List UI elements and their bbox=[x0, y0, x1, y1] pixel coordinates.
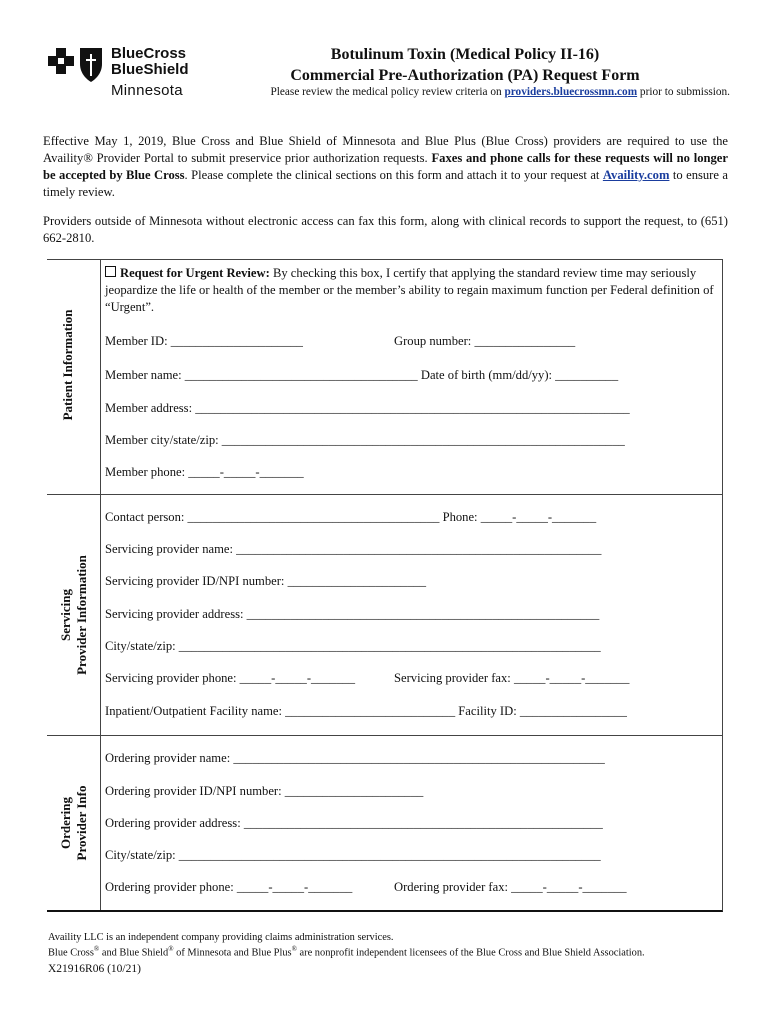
member-city-field[interactable]: Member city/state/zip: ________________________________________________________________ bbox=[105, 433, 625, 447]
ordering-title-1: Ordering bbox=[57, 796, 73, 849]
member-name-field[interactable]: Member name: _____________________________________ Date of birth (mm/dd/yy): __________ bbox=[105, 368, 619, 382]
section-divider-1 bbox=[47, 494, 722, 495]
ordering-title-2: Provider Info bbox=[73, 785, 89, 860]
footer-availity-note: Availity LLC is an independent company providing claims administration services. bbox=[48, 932, 394, 943]
ordering-provider-name-field[interactable]: Ordering provider name: ___________________________________________________________ bbox=[105, 751, 605, 765]
ordering-city-field[interactable]: City/state/zip: ___________________________________________________________________ bbox=[105, 848, 601, 862]
servicing-phone-row bbox=[105, 671, 630, 686]
intro-p1-bold: Faxes and phone calls for these requests will no longer be accepted by Blue Cross bbox=[43, 151, 728, 182]
form-title-line1: Botulinum Toxin (Medical Policy II-16) bbox=[330, 46, 600, 63]
bcbs-logo bbox=[47, 42, 207, 102]
footer-l2-b: and Blue Shield bbox=[99, 947, 169, 959]
section-divider-2 bbox=[47, 735, 722, 736]
reg-mark-2: ® bbox=[168, 945, 174, 953]
providers-link[interactable]: providers.bluecrossmn.com bbox=[504, 86, 638, 98]
ordering-section-label bbox=[47, 735, 100, 910]
ordering-provider-address-field[interactable]: Ordering provider address: _________________________________________________________ bbox=[105, 816, 603, 830]
logo-line1: BlueCross bbox=[111, 45, 187, 62]
urgent-review-checkbox-row[interactable] bbox=[105, 265, 717, 316]
intro-paragraph-2: Providers outside of Minnesota without electronic access can fax this form, along with clinical records to support the request, to (651) 662-2810. bbox=[43, 214, 728, 245]
servicing-title-1: Servicing bbox=[57, 588, 73, 641]
member-id-field[interactable] bbox=[105, 334, 576, 349]
intro-p1-c: to ensure a timely review. bbox=[43, 168, 728, 199]
servicing-provider-name-field[interactable]: Servicing provider name: __________________________________________________________ bbox=[105, 542, 602, 556]
review-criteria-note bbox=[215, 86, 730, 98]
ordering-provider-fax-field[interactable]: Ordering provider fax: _____-_____-_______ bbox=[394, 880, 627, 894]
urgent-review-label: Request for Urgent Review: bbox=[120, 266, 270, 280]
ordering-phone-row bbox=[105, 880, 627, 895]
urgent-review-text: By checking this box, I certify that applying the standard review time may seriously jeopardize the life or health of the member or the member’s ability to regain maximum function per Federal definition of “Urgent”. bbox=[105, 266, 714, 314]
footer-l2-d: are nonprofit independent licensees of the Blue Cross and Blue Shield Association. bbox=[296, 947, 645, 959]
footer-licensee-note bbox=[48, 945, 645, 958]
servicing-provider-phone-field[interactable]: Servicing provider phone: _____-_____-_______ bbox=[105, 671, 356, 685]
footer-l2-c: of Minnesota and Blue Plus bbox=[173, 947, 292, 959]
ordering-provider-npi-field[interactable]: Ordering provider ID/NPI number: ______________________ bbox=[105, 784, 424, 798]
ordering-provider-phone-field[interactable]: Ordering provider phone: _____-_____-_______ bbox=[105, 880, 353, 894]
servicing-provider-address-field[interactable]: Servicing provider address: ________________________________________________________ bbox=[105, 607, 600, 621]
group-number-field[interactable]: Group number: ________________ bbox=[394, 334, 576, 348]
facility-field[interactable]: Inpatient/Outpatient Facility name: ___________________________ Facility ID: _________________ bbox=[105, 704, 627, 718]
review-note-pre: Please review the medical policy review criteria on bbox=[270, 86, 505, 98]
footer-l2-a: Blue Cross bbox=[48, 947, 94, 959]
intro-paragraph-1 bbox=[43, 133, 728, 201]
request-form bbox=[47, 259, 723, 912]
ordering-section-title bbox=[58, 785, 90, 860]
servicing-section-title bbox=[58, 555, 90, 675]
logo-line2: BlueShield bbox=[111, 61, 189, 78]
side-divider bbox=[100, 260, 101, 910]
servicing-title-2: Provider Information bbox=[73, 554, 89, 675]
reg-mark-1: ® bbox=[93, 945, 100, 953]
review-note-post: prior to submission. bbox=[637, 86, 730, 98]
member-phone-field[interactable]: Member phone: _____-_____-_______ bbox=[105, 465, 304, 479]
servicing-section-label bbox=[47, 494, 100, 735]
cross-and-shield-icon bbox=[47, 46, 107, 86]
patient-section-title: Patient Information bbox=[59, 309, 75, 421]
urgent-review-checkbox[interactable] bbox=[105, 266, 116, 277]
servicing-provider-npi-field[interactable]: Servicing provider ID/NPI number: ______________________ bbox=[105, 574, 427, 588]
reg-mark-3: ® bbox=[291, 945, 297, 953]
patient-section-label bbox=[47, 260, 100, 494]
intro-p1-a: Effective May 1, 2019, Blue Cross and Blue Shield of Minnesota and Blue Plus (Blue Cross) providers are required to use the Availity® Provider Portal to submit preservice prior authorization requests. bbox=[43, 134, 728, 165]
form-code: X21916R06 (10/21) bbox=[48, 963, 141, 975]
intro-p1-b: . Please complete the clinical sections on this form and attach it to your request at bbox=[184, 168, 603, 182]
contact-person-field[interactable]: Contact person: ________________________________________ Phone: _____-_____-_______ bbox=[105, 510, 597, 524]
member-id-label: Member ID: _____________________ bbox=[105, 334, 303, 348]
availity-link[interactable]: Availity.com bbox=[602, 168, 670, 182]
member-address-field[interactable]: Member address: _____________________________________________________________________ bbox=[105, 401, 630, 415]
servicing-provider-fax-field[interactable]: Servicing provider fax: _____-_____-_______ bbox=[394, 671, 630, 685]
servicing-city-field[interactable]: City/state/zip: ___________________________________________________________________ bbox=[105, 639, 601, 653]
logo-state: Minnesota bbox=[111, 82, 183, 99]
form-title-line2: Commercial Pre-Authorization (PA) Request Form bbox=[290, 67, 640, 84]
